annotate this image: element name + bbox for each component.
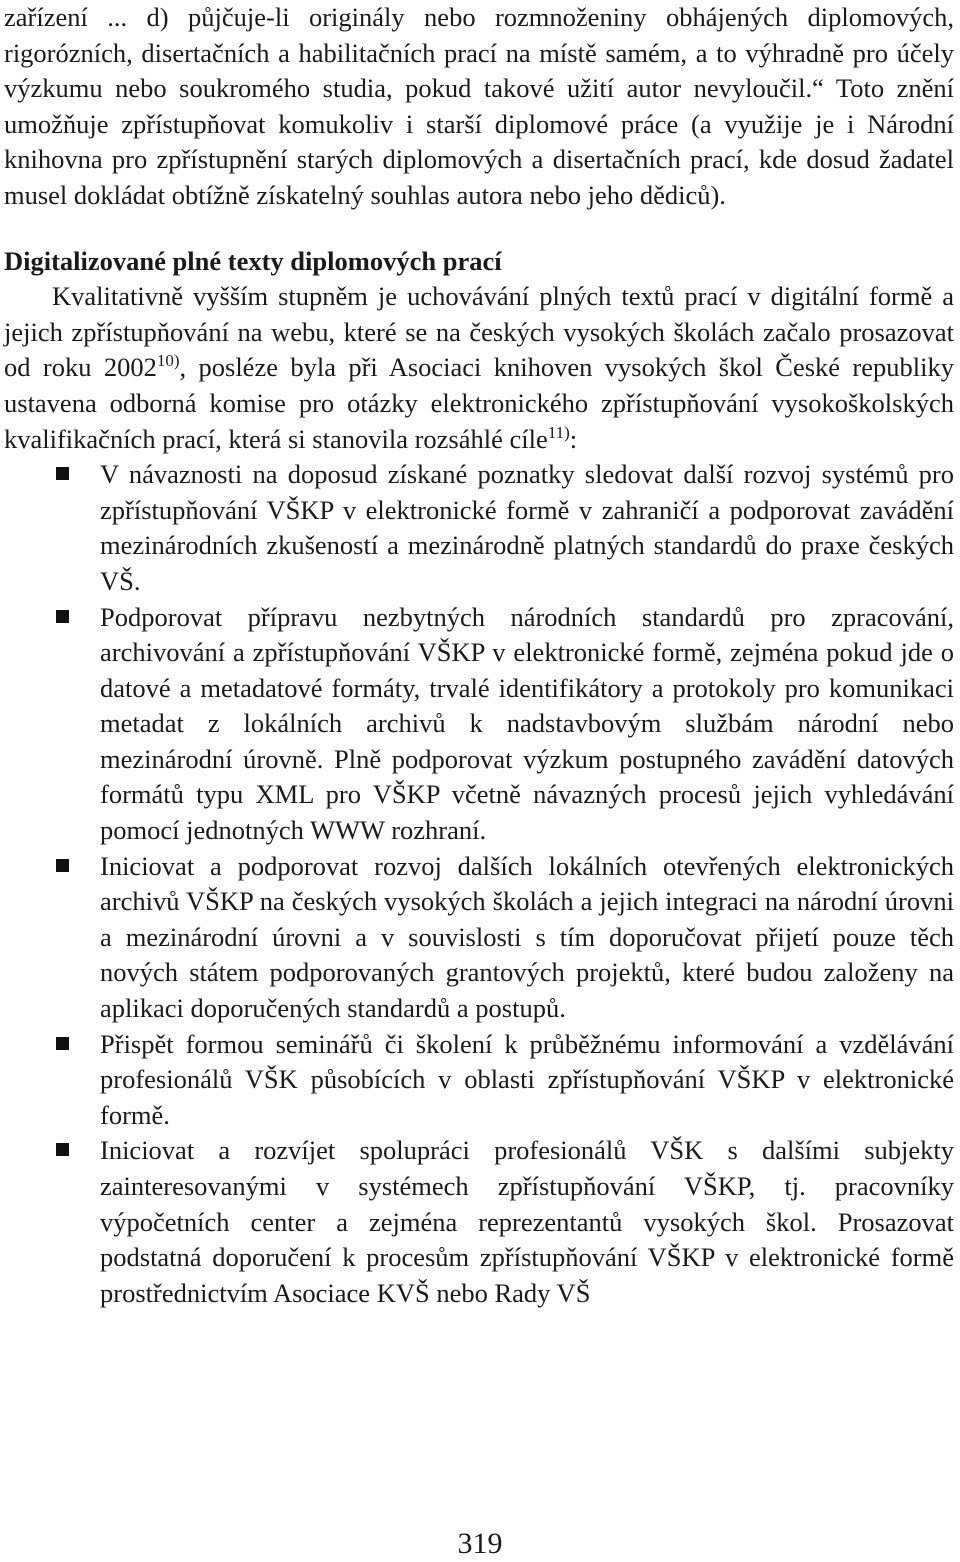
section-heading: Digitalizované plné texty diplomových prací bbox=[4, 245, 502, 276]
footnote-ref-11: 11) bbox=[547, 422, 570, 442]
list-item bbox=[4, 849, 954, 1027]
square-bullet-icon bbox=[56, 1143, 69, 1156]
square-bullet-icon bbox=[56, 610, 69, 623]
list-item-text: Podporovat přípravu nezbytných národních standardů pro zpracování, archivování a zpřístupňování VŠKP v elektronické formě, zejména pokud jde o datové a metadatové formáty, trvalé identifikátory a protokoly pro komunikaci metadat z lokálních archivů k nadstavbovým službám národní nebo mezinárodní úrovně. Plně podporovat výzkum postupného zavádění datových formátů typu XML pro VŠKP včetně návazných procesů jejich vyhledávání pomocí jednotných WWW rozhraní. bbox=[100, 601, 954, 846]
list-item bbox=[4, 600, 954, 849]
square-bullet-icon bbox=[56, 1037, 69, 1050]
section-paragraph-part3: : bbox=[569, 423, 578, 454]
list-item bbox=[4, 457, 954, 599]
intro-text-part2: Toto znění umožňuje zpřístupňovat komukoliv i starší diplomové práce (a využije je i Národní knihovna pro zpřístupnění starých diplomových a disertačních prací, kde dosud žadatel musel dokládat obtížně získatelný souhlas autora nebo jeho dědiců). bbox=[4, 73, 955, 210]
goals-list bbox=[4, 457, 954, 1311]
list-item-text: Přispět formou seminářů či školení k průběžnému informování a vzdělávání profesionálů VŠK působících v oblasti zpřístupňování VŠKP v elektronické formě. bbox=[100, 1028, 954, 1130]
list-item bbox=[4, 1027, 954, 1134]
list-item bbox=[4, 1133, 954, 1311]
list-item-text: Iniciovat a podporovat rozvoj dalších lokálních otevřených elektronických archivů VŠKP na českých vysokých školách a jejich integraci na národní úrovni a mezinárodní úrovni a v souvislosti s tím doporučovat přijetí pouze těch nových státem podporovaných grantových projektů, které budou založeny na aplikaci doporučených standardů a postupů. bbox=[100, 850, 954, 1024]
document-page bbox=[4, 0, 954, 1311]
closing-quote-mark: “ bbox=[812, 73, 824, 104]
list-item-text: Iniciovat a rozvíjet spolupráci profesionálů VŠK s dalšími subjekty zainteresovanými v systémech zpřístupňování VŠKP, tj. pracovníky výpočetních center a zejména reprezentantů vysokých škol. Prosazovat podstatná doporučení k procesům zpřístupňování VŠKP v elektronické formě prostřednictvím Asociace KVŠ nebo Rady VŠ bbox=[100, 1135, 954, 1308]
section-paragraph-part2: , posléze byla při Asociaci knihoven vysokých škol České republiky ustavena odborná komise pro otázky elektronického zpřístupňování vysokoškolských kvalifikačních prací, která si stanovila rozsáhlé cíle bbox=[4, 352, 954, 454]
intro-paragraph bbox=[4, 0, 954, 214]
page-number: 319 bbox=[457, 1527, 503, 1560]
intro-text-part1: zařízení ... d) půjčuje-li originály nebo rozmnoženiny obhájených diplomových, rigorózních, disertačních a habilitačních prací na místě samém, a to výhradně pro účely výzkumu nebo soukromého studia, pokud takové užití autor nevyloučil. bbox=[4, 2, 954, 104]
footnote-ref-10: 10) bbox=[156, 351, 180, 371]
square-bullet-icon bbox=[56, 467, 69, 480]
section-paragraph bbox=[4, 279, 954, 457]
section-paragraph-part1: Kvalitativně vyšším stupněm je uchovávání plných textů prací v digitální formě a jejich zpřístupňování na webu, které se na českých vysokých školách začalo prosazovat od roku 2002 bbox=[4, 281, 954, 383]
square-bullet-icon bbox=[56, 859, 69, 872]
list-item-text: V návaznosti na doposud získané poznatky sledovat další rozvoj systémů pro zpřístupňování VŠKP v elektronické formě v zahraničí a podporovat zavádění mezinárodních zkušeností a mezinárodně platných standardů do praxe českých VŠ. bbox=[100, 459, 954, 596]
